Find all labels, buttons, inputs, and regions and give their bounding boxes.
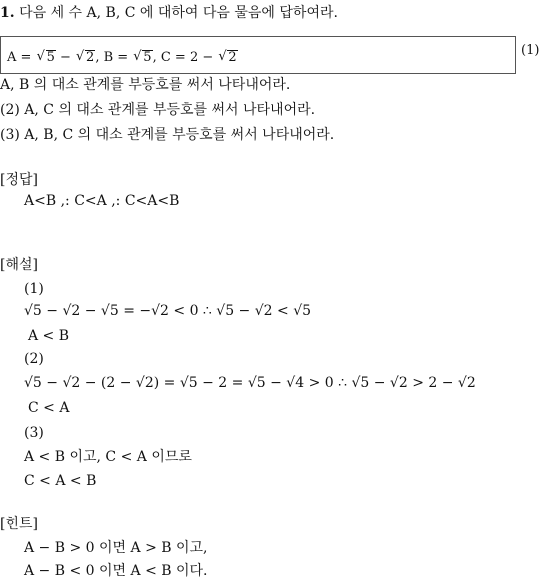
subquestion-1-label: (1): [521, 43, 539, 58]
sqrt-5-b: √ 5: [133, 50, 152, 65]
explanation-heading: [해설]: [0, 257, 38, 273]
sqrt-5: √ 5: [37, 50, 56, 65]
part3-label: (3): [24, 425, 44, 441]
part2-result: C < A: [28, 400, 70, 416]
sqrt-2-c: √ 2: [218, 50, 237, 65]
question-number: 1.: [0, 5, 15, 21]
part2-label: (2): [24, 351, 44, 367]
part3-result: C < A < B: [24, 473, 97, 489]
subquestion-3: (3) A, B, C 의 대소 관계를 부등호를 써서 나타내어라.: [0, 127, 335, 143]
answer-heading: [정답]: [0, 172, 38, 188]
hint-line-2: A − B < 0 이면 A < B 이다.: [24, 563, 208, 579]
question-text: 다음 세 수 A, B, C 에 대하여 다음 물음에 답하여라.: [19, 5, 338, 21]
part3-text: A < B 이고, C < A 이므로: [24, 449, 192, 465]
subquestion-1: A, B 의 대소 관계를 부등호를 써서 나타내어라.: [0, 77, 291, 93]
hint-heading: [힌트]: [0, 516, 38, 532]
part2-equation: √5 − √2 − (2 − √2) = √5 − 2 = √5 − √4 > 0 ∴ √5 − √2 > 2 − √2: [24, 375, 476, 391]
subquestion-2: (2) A, C 의 대소 관계를 부등호를 써서 나타내어라.: [0, 102, 316, 118]
minus-sign: −: [59, 50, 71, 65]
def-c-prefix: , C = 2 −: [152, 50, 214, 65]
question-line: [0, 4, 338, 22]
def-b-prefix: , B =: [95, 50, 129, 65]
definition-text: [7, 50, 238, 65]
hint-line-1: A − B > 0 이면 A > B 이고,: [24, 540, 208, 556]
def-a-prefix: A =: [7, 50, 32, 65]
answer-text: A<B ,: C<A ,: C<A<B: [24, 193, 180, 209]
part1-result: A < B: [28, 328, 70, 344]
sqrt-2: √ 2: [76, 50, 95, 65]
part1-equation: √5 − √2 − √5 = −√2 < 0 ∴ √5 − √2 < √5: [24, 303, 312, 319]
part1-label: (1): [24, 281, 44, 297]
definition-box: [0, 36, 516, 74]
